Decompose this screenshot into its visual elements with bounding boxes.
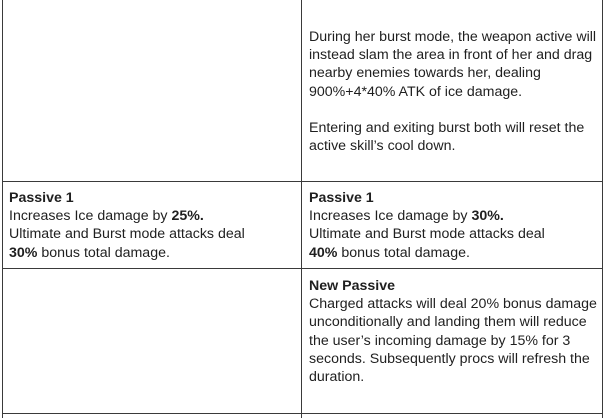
burst-reset-description: Entering and exiting burst both will reset the active skill’s cool down. [309, 119, 585, 155]
ice-damage-value-left: 25%. [171, 208, 204, 225]
row1-right-cell [309, 28, 599, 155]
ice-damage-value-right: 30%. [471, 208, 504, 225]
ice-damage-text-left: Increases Ice damage by [9, 208, 172, 225]
bonus-damage-line-right [309, 244, 599, 262]
row1-left-cell [3, 0, 301, 181]
bonus-damage-line-left [9, 244, 299, 262]
ice-damage-line-right [309, 207, 599, 225]
bonus-damage-value-left: 30% [9, 244, 38, 261]
table-border-bottom [2, 413, 603, 414]
new-passive-title: New Passive [309, 278, 395, 294]
new-passive-description: Charged attacks will deal 20% bonus damage unconditionally and landing them will reduce the user’s incoming damage by 15% for 3 seconds. Subsequently procs will refresh the duration. [309, 296, 597, 386]
ice-damage-text-right: Increases Ice damage by [309, 208, 472, 225]
table-border-right [602, 0, 603, 418]
burst-attacks-line-left: Ultimate and Burst mode attacks deal [9, 226, 245, 243]
row2-right-cell [309, 189, 599, 262]
row2-left-cell [9, 189, 299, 262]
ice-damage-line-left [9, 207, 299, 225]
burst-attacks-line-right: Ultimate and Burst mode attacks deal [309, 226, 545, 243]
bonus-damage-text-left: bonus total damage. [37, 244, 170, 261]
bonus-damage-text-right: bonus total damage. [337, 244, 470, 261]
passive-title-left: Passive 1 [9, 190, 74, 206]
bonus-damage-value-right: 40% [309, 244, 338, 261]
table-column-divider [301, 0, 302, 418]
passive-title-right: Passive 1 [309, 190, 374, 206]
row3-right-cell [309, 277, 599, 386]
burst-mode-description: During her burst mode, the weapon active will instead slam the area in front of her and drag nearby enemies towards her, dealing 900%+4*40% ATK of ice damage. [309, 29, 597, 100]
table-row-divider-1 [2, 181, 603, 182]
paragraph-gap [309, 101, 599, 119]
row3-left-cell [3, 269, 301, 413]
